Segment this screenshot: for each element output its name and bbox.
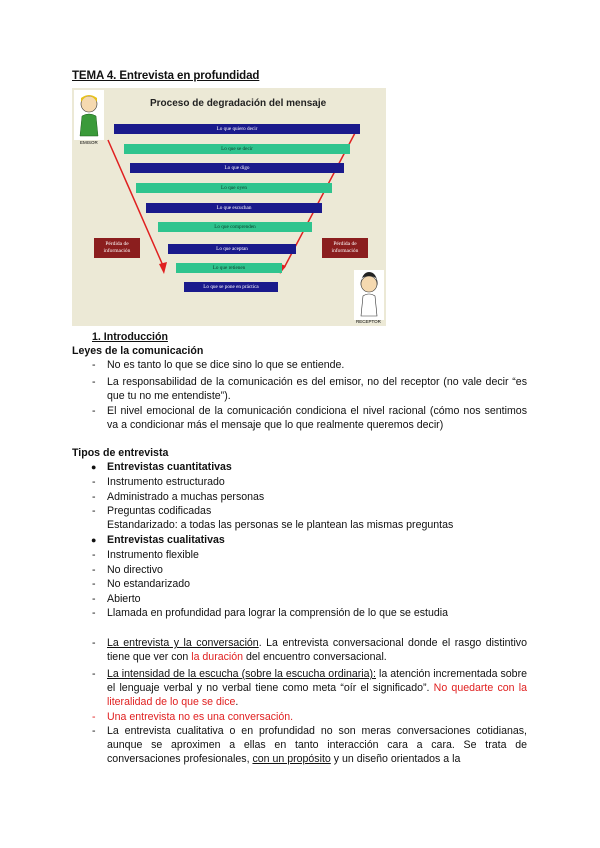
note-text: . — [235, 696, 239, 708]
list-item: El nivel emocional de la comunicación condiciona el nivel racional (cómo nos sentimos va a condicionar más el mensaje que lo que realmente queremos decir) — [107, 405, 527, 431]
list-item: Preguntas codificadas — [107, 505, 212, 517]
note-text: del encuentro conversacional. — [243, 651, 387, 663]
receiver-label: RECEPTOR — [356, 319, 381, 324]
list-item: Abierto — [107, 593, 141, 605]
note-entrevista-cualitativa — [107, 724, 527, 766]
funnel-step: Lo que aceptan — [168, 244, 296, 254]
dash-marker: - — [92, 549, 96, 561]
dash-marker: - — [92, 491, 96, 503]
dash-marker: - — [92, 578, 96, 590]
list-item: Instrumento flexible — [107, 549, 199, 561]
note-text: la atención incrementada sobre el lenguaje verbal y no verbal tiene como meta “oír el significado”. — [107, 668, 527, 694]
note-highlight: la duración — [191, 651, 244, 663]
bullet-marker: ● — [91, 462, 97, 472]
note-highlight: No quedarte con la literalidad de lo que se dice — [107, 682, 527, 708]
list-item: La responsabilidad de la comunicación es del emisor, no del receptor (no vale decir “es que tu no me entendiste”). — [107, 376, 527, 402]
page-title: TEMA 4. Entrevista en profundidad — [72, 70, 260, 82]
funnel-step: Lo que comprenden — [158, 222, 312, 232]
funnel-step: Lo que se pone en práctica — [184, 282, 278, 292]
dash-marker: - — [92, 505, 96, 517]
loss-box-left: Pérdida de información — [94, 238, 140, 258]
bullet-marker: ● — [91, 535, 97, 545]
note-no-conversacion: Una entrevista no es una conversación. — [107, 711, 294, 723]
list-item: No es tanto lo que se dice sino lo que se entiende. — [107, 359, 345, 371]
note-entrevista-conversacion — [107, 636, 527, 664]
dash-marker: - — [92, 564, 96, 576]
dash-marker: - — [92, 376, 96, 388]
dash-marker: - — [92, 405, 96, 417]
note-intensidad-escucha — [107, 667, 527, 709]
note-text: y un diseño orientados a la — [330, 753, 461, 765]
note-underlined: La entrevista y la conversación — [107, 637, 259, 649]
loss-box-right: Pérdida de información — [322, 238, 368, 258]
list-item: No estandarizado — [107, 578, 191, 590]
dash-marker: - — [92, 711, 96, 723]
funnel-step: Lo que retienen — [176, 263, 282, 273]
funnel-step: Lo que digo — [130, 163, 344, 173]
receiver-figure — [354, 270, 384, 320]
message-degradation-figure — [72, 88, 386, 326]
list-item: Instrumento estructurado — [107, 476, 225, 488]
dash-marker: - — [92, 607, 96, 619]
note-underlined: La intensidad de la escucha (sobre la escucha ordinaria): — [107, 668, 376, 680]
note-text: La entrevista cualitativa o en profundidad no son meras conversaciones cotidianas, aunque se aproximen a ellas en tanto interacción cara a cara. Se trata de conversaciones profesionales, — [107, 725, 527, 765]
list-item: Administrado a muchas personas — [107, 491, 265, 503]
funnel-step: Lo que se decir — [124, 144, 350, 154]
dash-marker: - — [92, 637, 96, 649]
quant-heading: Entrevistas cuantitativas — [107, 461, 232, 473]
list-item: No directivo — [107, 564, 163, 576]
sender-label: EMISOR — [80, 140, 98, 145]
dash-marker: - — [92, 593, 96, 605]
note-underlined: con un propósito — [252, 753, 331, 765]
subheading-tipos: Tipos de entrevista — [72, 447, 169, 459]
list-item: Llamada en profundidad para lograr la comprensión de lo que se estudia — [107, 607, 448, 619]
section-heading-introduccion: 1. Introducción — [92, 331, 168, 343]
figure-title: Proceso de degradación del mensaje — [150, 98, 327, 109]
sender-figure — [74, 90, 104, 140]
note-text: . La entrevista conversacional donde el rasgo distintivo tiene que ver con — [107, 637, 527, 663]
dash-marker: - — [92, 725, 96, 737]
dash-marker: - — [92, 668, 96, 680]
list-item: Estandarizado: a todas las personas se le plantean las mismas preguntas — [107, 519, 454, 531]
funnel-step: Lo que oyen — [136, 183, 332, 193]
funnel-step: Lo que escuchan — [146, 203, 322, 213]
subheading-leyes: Leyes de la comunicación — [72, 345, 204, 357]
dash-marker: - — [92, 476, 96, 488]
qual-heading: Entrevistas cualitativas — [107, 534, 225, 546]
dash-marker: - — [92, 359, 96, 371]
funnel-step: Lo que quiero decir — [114, 124, 360, 134]
